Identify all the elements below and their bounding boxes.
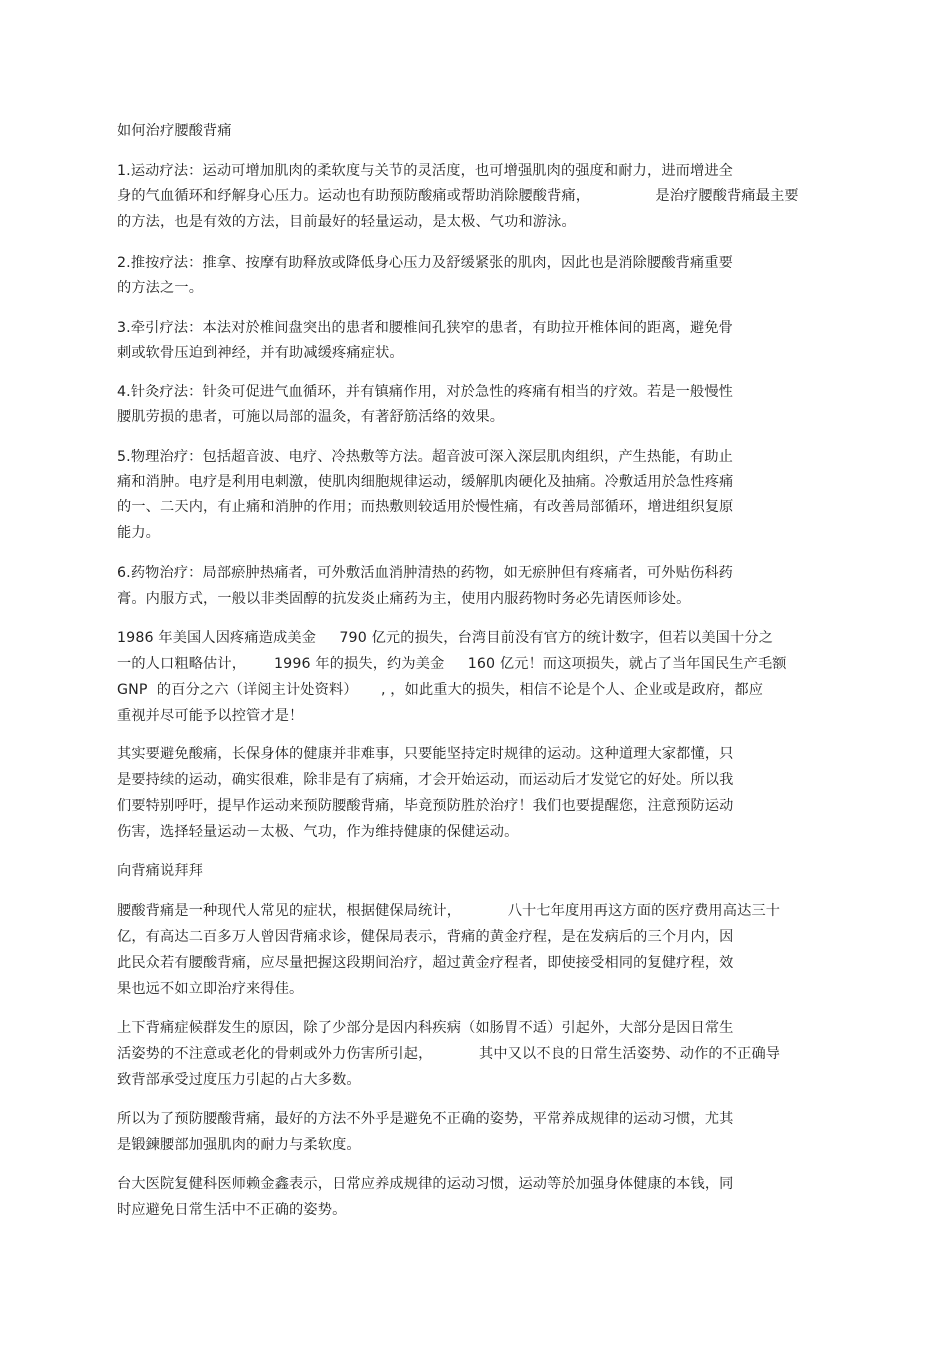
text-line: 伤害，选择轻量运动－太极、气功，作为维持健康的保健运动。 [117, 824, 519, 840]
text-line: 腰酸背痛是一种现代人常见的症状，根据健保局统计， 八十七年度用再这方面的医疗费用高达三十 [117, 903, 781, 919]
text-line: 的方法，也是有效的方法，目前最好的轻量运动，是太极、气功和游泳。 [117, 214, 576, 230]
text-line: 果也远不如立即治疗来得佳。 [117, 981, 304, 997]
text-line: 活姿势的不注意或老化的骨刺或外力伤害所引起， 其中又以不良的日常生活姿势、动作的不正确导 [117, 1046, 781, 1062]
text-line: 的一、二天内，有止痛和消肿的作用；而热敷则较适用於慢性痛，有改善局部循环，增进组织复原 [117, 499, 734, 515]
text-line: 6.药物治疗：局部瘀肿热痛者，可外敷活血消肿清热的药物，如无瘀肿但有疼痛者，可外贴伤科药 [117, 565, 734, 581]
text-line: 所以为了预防腰酸背痛，最好的方法不外乎是避免不正确的姿势，平常养成规律的运动习惯，尤其 [117, 1111, 734, 1127]
section-heading: 向背痛说拜拜 [117, 863, 204, 879]
text-line: 是锻鍊腰部加强肌肉的耐力与柔软度。 [117, 1137, 361, 1153]
text-line: 痛和消肿。电疗是利用电刺激，使肌肉细胞规律运动，缓解肌肉硬化及抽痛。冷敷适用於急性疼痛 [117, 474, 734, 490]
text-line: 刺或软骨压迫到神经，并有助减缓疼痛症状。 [117, 345, 404, 361]
text-line: 2.推按疗法：推拿、按摩有助释放或降低身心压力及舒缓紧张的肌肉，因此也是消除腰酸背痛重要 [117, 255, 734, 271]
text-line: 上下背痛症候群发生的原因，除了少部分是因内科疾病（如肠胃不适）引起外，大部分是因日常生 [117, 1020, 734, 1036]
document-title: 如何治疗腰酸背痛 [117, 123, 232, 139]
text-line: 重视并尽可能予以控管才是！ [117, 708, 304, 724]
text-line: 的方法之一。 [117, 280, 204, 296]
text-line: 亿，有高达二百多万人曾因背痛求诊，健保局表示，背痛的黄金疗程，是在发病后的三个月内，因 [117, 929, 734, 945]
text-line: GNP 的百分之六（详阅主计处资料） , ，如此重大的损失，相信不论是个人、企业或是政府，都应 [117, 682, 764, 698]
text-line: 其实要避免酸痛，长保身体的健康并非难事，只要能坚持定时规律的运动。这种道理大家都懂，只 [117, 746, 734, 762]
text-line: 1986 年美国人因疼痛造成美金 790 亿元的损失，台湾目前没有官方的统计数字，但若以美国十分之 [117, 630, 774, 646]
text-line: 5.物理治疗：包括超音波、电疗、冷热敷等方法。超音波可深入深层肌肉组织，产生热能，有助止 [117, 449, 734, 465]
text-line: 腰肌劳损的患者，可施以局部的温灸，有著舒筋活络的效果。 [117, 409, 505, 425]
text-line: 1.运动疗法：运动可增加肌肉的柔软度与关节的灵活度，也可增强肌肉的强度和耐力，进而增进全 [117, 163, 734, 179]
text-line: 致背部承受过度压力引起的占大多数。 [117, 1072, 361, 1088]
text-line: 此民众若有腰酸背痛，应尽量把握这段期间治疗，超过黄金疗程者，即使接受相同的复健疗程，效 [117, 955, 734, 971]
text-line: 是要持续的运动，确实很难，除非是有了病痛，才会开始运动，而运动后才发觉它的好处。所以我 [117, 772, 734, 788]
text-line: 们要特别呼吁，提早作运动来预防腰酸背痛，毕竟预防胜於治疗！我们也要提醒您，注意预防运动 [117, 798, 734, 814]
text-line: 4.针灸疗法：针灸可促进气血循环，并有镇痛作用，对於急性的疼痛有相当的疗效。若是一般慢性 [117, 384, 734, 400]
text-line: 能力。 [117, 525, 161, 541]
text-line: 膏。内服方式，一般以非类固醇的抗发炎止痛药为主，使用内服药物时务必先请医师诊处。 [117, 591, 691, 607]
text-line: 台大医院复健科医师赖金鑫表示，日常应养成规律的运动习惯，运动等於加强身体健康的本钱，同 [117, 1176, 734, 1192]
text-line: 一的人口粗略估计， 1996 年的损失，约为美金 160 亿元！而这项损失，就占了当年国民生产毛额 [117, 656, 787, 672]
text-line: 3.牵引疗法：本法对於椎间盘突出的患者和腰椎间孔狭窄的患者，有助拉开椎体间的距离，避免骨 [117, 320, 734, 336]
text-line: 时应避免日常生活中不正确的姿势。 [117, 1202, 347, 1218]
text-line: 身的气血循环和纾解身心压力。运动也有助预防酸痛或帮助消除腰酸背痛， 是治疗腰酸背痛最主要 [117, 188, 799, 204]
